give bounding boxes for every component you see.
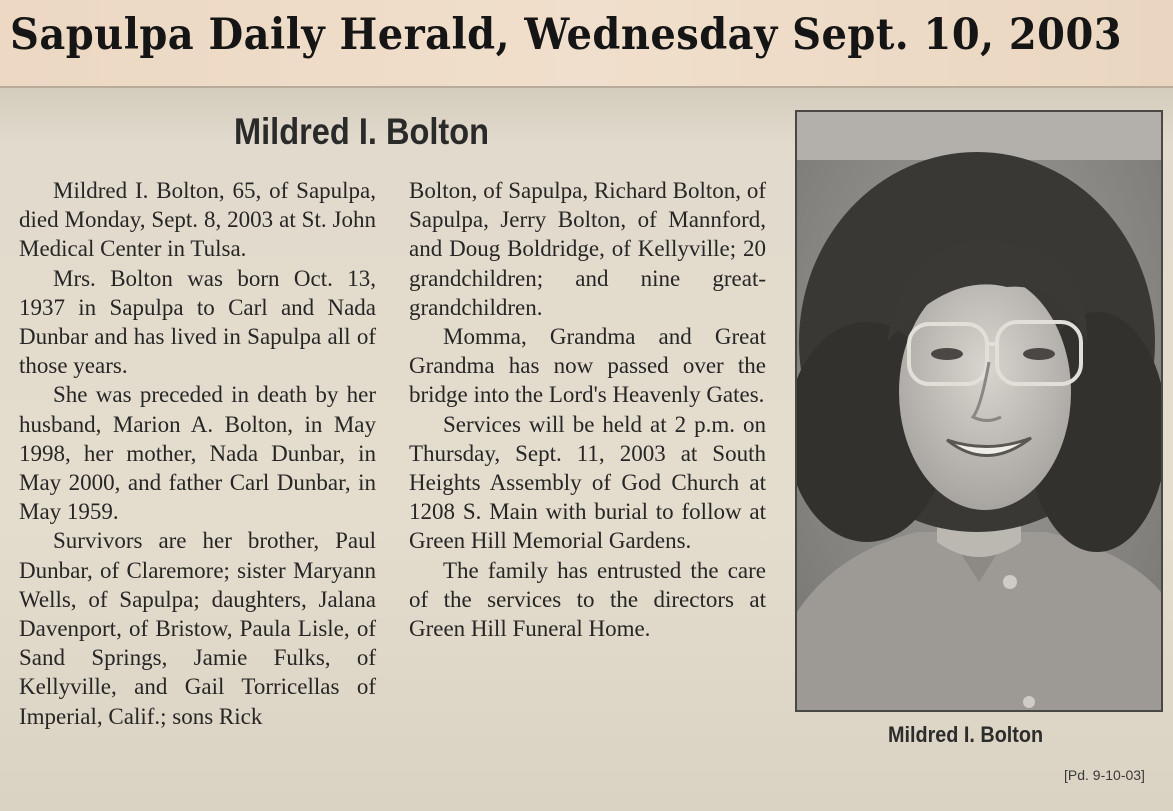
obituary-headline: Mildred I. Bolton	[234, 111, 490, 152]
portrait-photo	[795, 110, 1163, 712]
paid-notice: [Pd. 9-10-03]	[1064, 767, 1145, 783]
article-column-1	[19, 176, 376, 731]
paragraph-survivors-continued: Bolton, of Sapulpa, Richard Bolton, of Sapulpa, Jerry Bolton, of Mannford, and Doug Boldridge, of Kellyville; 20 grandchildren; and nine great-grandchildren.	[409, 178, 766, 320]
masthead	[0, 0, 1173, 88]
paragraph-preceded-in-death: She was preceded in death by her husband, Marion A. Bolton, in May 1998, her mother, Nada Dunbar, in May 2000, and father Carl Dunbar, in May 1959.	[19, 382, 376, 525]
paragraph-funeral-home: The family has entrusted the care of the services to the directors at Green Hill Funeral Home.	[409, 557, 766, 642]
portrait-illustration	[797, 112, 1161, 710]
paragraph-death-notice: Mildred I. Bolton, 65, of Sapulpa, died Monday, Sept. 8, 2003 at St. John Medical Center in Tulsa.	[19, 178, 376, 262]
paragraph-tribute: Momma, Grandma and Great Grandma has now passed over the bridge into the Lord's Heavenly Gates.	[409, 324, 766, 408]
paragraph-services: Services will be held at 2 p.m. on Thursday, Sept. 11, 2003 at South Heights Assembly of God Church at 1208 S. Main with burial to follow at Green Hill Memorial Gardens.	[409, 411, 766, 554]
article-column-2	[409, 176, 766, 643]
photo-caption: Mildred I. Bolton	[888, 722, 1044, 747]
masthead-title: Sapulpa Daily Herald, Wednesday Sept. 10, 2003	[10, 10, 1123, 60]
paragraph-birth: Mrs. Bolton was born Oct. 13, 1937 in Sapulpa to Carl and Nada Dunbar and has lived in Sapulpa all of those years.	[19, 265, 376, 379]
paragraph-survivors: Survivors are her brother, Paul Dunbar, of Claremore; sister Maryann Wells, of Sapulpa; daughters, Jalana Davenport, of Bristow, Paula Lisle, of Sand Springs, Jamie Fulks, of Kellyville, and Gail Torricellas of Imperial, Calif.; sons Rick	[19, 528, 376, 729]
